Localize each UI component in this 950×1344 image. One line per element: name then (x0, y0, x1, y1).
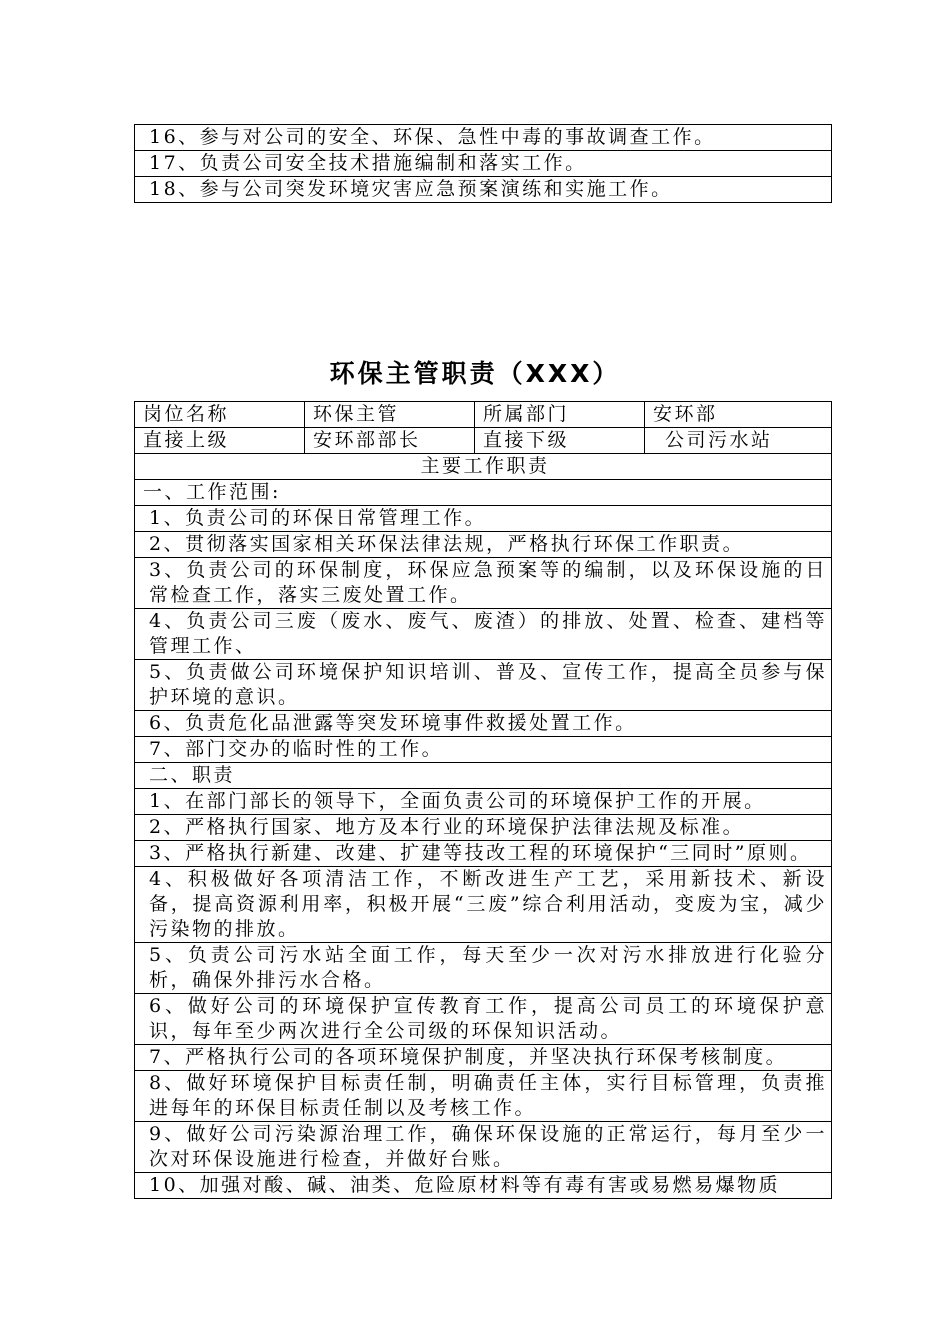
duty-item: 9、做好公司污染源治理工作，确保环保设施的正常运行，每月至少一次对环保设施进行检查，并做好台账。 (135, 1122, 832, 1173)
table-row (135, 815, 832, 841)
table-row (135, 789, 832, 815)
table-row (135, 506, 832, 532)
duty-item: 6、做好公司的环境保护宣传教育工作，提高公司员工的环境保护意识，每年至少两次进行全公司级的环保知识活动。 (135, 994, 832, 1045)
table-row (135, 609, 832, 660)
duty-item: 7、严格执行公司的各项环境保护制度，并坚决执行环保考核制度。 (135, 1045, 832, 1071)
scope-item: 4、负责公司三废（废水、废气、废渣）的排放、处置、检查、建档等管理工作、 (135, 609, 832, 660)
duty-heading: 二、职责 (135, 763, 832, 789)
superior-label: 直接上级 (135, 428, 305, 454)
section-header: 主要工作职责 (135, 454, 832, 480)
table-row (135, 402, 832, 428)
page-title: 环保主管职责（XXX） (329, 359, 621, 388)
table-row (135, 1045, 832, 1071)
duty-item: 3、严格执行新建、改建、扩建等技改工程的环境保护“三同时”原则。 (135, 841, 832, 867)
table-row (135, 558, 832, 609)
table-row (135, 1071, 832, 1122)
table-row (135, 177, 832, 203)
continued-duties-table (134, 124, 832, 203)
duty-item: 16、参与对公司的安全、环保、急性中毒的事故调查工作。 (135, 125, 832, 151)
table-row (135, 867, 832, 943)
table-row (135, 737, 832, 763)
table-row (135, 454, 832, 480)
scope-heading: 一、工作范围: (135, 480, 832, 506)
table-row (135, 428, 832, 454)
scope-item: 5、负责做公司环境保护知识培训、普及、宣传工作，提高全员参与保护环境的意识。 (135, 660, 832, 711)
duty-item: 17、负责公司安全技术措施编制和落实工作。 (135, 151, 832, 177)
scope-item: 7、部门交办的临时性的工作。 (135, 737, 832, 763)
duty-item: 4、积极做好各项清洁工作，不断改进生产工艺，采用新技术、新设备，提高资源利用率，积极开展“三废”综合利用活动，变废为宝，减少污染物的排放。 (135, 867, 832, 943)
table-row (135, 711, 832, 737)
table-row (135, 151, 832, 177)
table-row (135, 532, 832, 558)
duty-item: 5、负责公司污水站全面工作，每天至少一次对污水排放进行化验分析，确保外排污水合格。 (135, 943, 832, 994)
duty-item: 18、参与公司突发环境灾害应急预案演练和实施工作。 (135, 177, 832, 203)
subordinate-value: 公司污水站 (645, 428, 832, 454)
table-row (135, 660, 832, 711)
scope-item: 6、负责危化品泄露等突发环境事件救援处置工作。 (135, 711, 832, 737)
duty-item: 10、加强对酸、碱、油类、危险原材料等有毒有害或易燃易爆物质 (135, 1173, 832, 1199)
duty-item: 1、在部门部长的领导下，全面负责公司的环境保护工作的开展。 (135, 789, 832, 815)
department-value: 安环部 (645, 402, 832, 428)
duty-item: 8、做好环境保护目标责任制，明确责任主体，实行目标管理，负责推进每年的环保目标责任制以及考核工作。 (135, 1071, 832, 1122)
duty-item: 2、严格执行国家、地方及本行业的环境保护法律法规及标准。 (135, 815, 832, 841)
table-row (135, 480, 832, 506)
job-duty-table (134, 401, 832, 1199)
table-row (135, 841, 832, 867)
scope-item: 3、负责公司的环保制度，环保应急预案等的编制，以及环保设施的日常检查工作，落实三废处置工作。 (135, 558, 832, 609)
department-label: 所属部门 (475, 402, 645, 428)
superior-value: 安环部部长 (305, 428, 475, 454)
table-row (135, 1122, 832, 1173)
scope-item: 1、负责公司的环保日常管理工作。 (135, 506, 832, 532)
table-row (135, 125, 832, 151)
position-label: 岗位名称 (135, 402, 305, 428)
scope-item: 2、贯彻落实国家相关环保法律法规，严格执行环保工作职责。 (135, 532, 832, 558)
table-row (135, 1173, 832, 1199)
table-row (135, 943, 832, 994)
table-row (135, 763, 832, 789)
position-value: 环保主管 (305, 402, 475, 428)
table-row (135, 994, 832, 1045)
subordinate-label: 直接下级 (475, 428, 645, 454)
